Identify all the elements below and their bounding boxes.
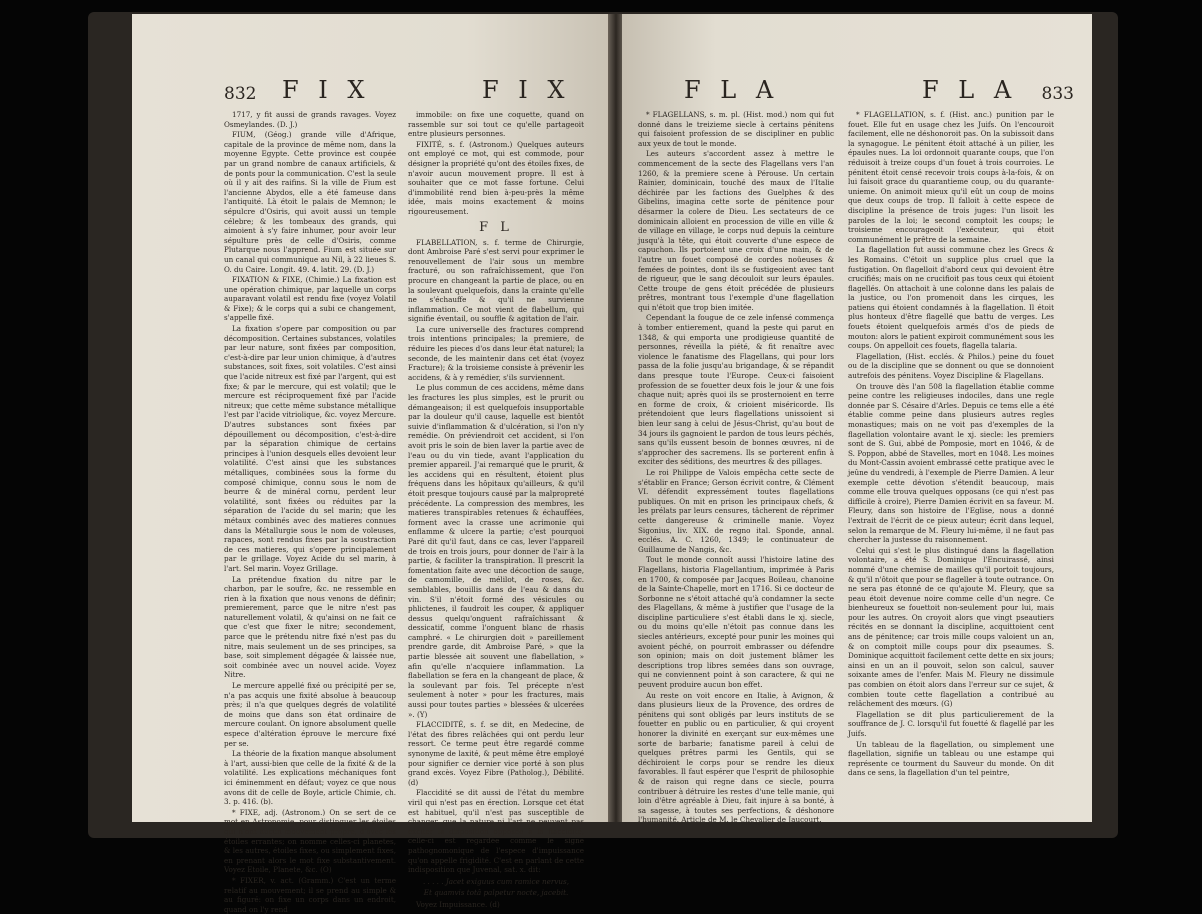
paragraph: FLACCIDITÉ, s. f. se dit, en Medecine, de l'état des fibres relâchées qui ont perdu leur ressort. Ce terme peut être regardé comme synonyme de laxité, & peut même être employé pour signifier ce dernier vice porté à son plus grand excès. Voyez Fibre (Patholog.), Débilité. (d) <box>408 720 584 787</box>
paragraph: Un tableau de la flagellation, ou simplement une flagellation, signifie un tableau ou une estampe qui représente ce tourment du Sauveur du monde. On dit dans ce sens, la flagellation d'un tel peintre, <box>848 739 1054 778</box>
right-page <box>622 14 1092 825</box>
paragraph: FIUM, (Géog.) grande ville d'Afrique, capitale de la province de même nom, dans la moyenne Egypte. Cette province est coupée par un grand nombre de canaux artificiels, & de ponts pour la communication. C'est la seule où il y ait des raifins. Si la ville de Fium est l'ancienne Abydos, elle a été fameuse dans l'antiquité. Là étoit le palais de Memnon; le sépulcre d'Osiris, qui avoit aussi un temple célebre; & les tombeaux des grands, qui aimoient à s'y faire inhumer, pour avoir leur sépulture près de celle d'Osiris, comme Plutarque nous l'apprend. Fium est située sur un canal qui communique au Nil, à 22 lieues S. O. du Caire. Longit. 49. 4. latit. 29. (D. J.) <box>224 130 396 274</box>
text-column <box>408 110 584 909</box>
paragraph: Le plus commun de ces accidens, même dans les fractures les plus simples, est le prurit ou démangeaison; il est quelquefois insupportable par la douleur qu'il cause, laquelle est bientôt suivie d'inflammation & d'ulcération, si l'on n'y remédie. On préviendroit cet accident, si l'on avoit pris le soin de bien laver la partie avec de l'eau ou du vin tiede, avant l'application du premier appareil. J'ai remarqué que le prurit, & les accidens qui en résultent, étoient plus fréquens dans les hôpitaux qu'ailleurs, & qu'il étoit presque toujours causé par la malpropreté précédente. La compression des membres, les matieres transpirables retenues & échauffées, forment avec la crasse une acrimonie qui enflamme & ulcere la partie; c'est pourquoi Paré dit qu'il faut, dans ce cas, lever l'appareil de trois en trois jours, pour donner de l'air à la partie, & faciliter la transpiration. Il prescrit la fomentation faite avec une décoction de sauge, de camomille, de mélilot, de roses, &c. semblables, bouillis dans de l'eau & dans du vin. S'il n'étoit formé des vésicules ou phlictenes, il faudroit les couper, & appliquer dessus quelqu'onguent rafraîchissant & dessicatif, comme l'onguent blanc de rhasis camphré. « Le chirurgien doit » pareillement prendre garde, dit Ambroise Paré, » que la partie blessée ait souvent une flabellation, » afin qu'elle n'acquiere inflammation. La flabellation se fera en la changeant de place, & la soulevant par fois. Tel précepte n'est seulement à noter » pour les fractures, mais aussi pour toutes parties » blessées & ulcerées ». (Y) <box>408 383 584 719</box>
text-column <box>224 110 396 914</box>
verse-quote: . . . . . Jacet exiguus cum ramice nervus, <box>422 876 570 886</box>
paragraph: On trouve dès l'an 508 la flagellation établie comme peine contre les religieuses indociles, dans une regle donnée par S. Césaire d'Arles. Depuis ce tems elle a été établie comme peine dans plusieurs autres regles monastiques; mais on ne voit pas d'exemples de la flagellation volontaire avant le xj. siecle: les premiers sont de S. Gui, abbé de Pomposie, mort en 1046, & de S. Poppon, abbé de Stavelles, mort en 1048. Les moines du Mont-Cassin avoient embrassé cette pratique avec le jeûne du vendredi, à l'exemple de Pierre Damien. A leur exemple cette dévotion s'étendit beaucoup, mais comme elle trouva quelques opposans (ce qui n'est pas difficile à croire), Pierre Damien écrivit en sa faveur. M. Fleury, dans son histoire de l'Eglise, nous a donné l'extrait de l'écrit de ce pieux auteur; écrit dans lequel, selon la remarque de M. Fleury lui-même, il ne faut pas chercher la justesse du raisonnement. <box>848 381 1054 545</box>
paragraph: * FLAGELLATION, s. f. (Hist. anc.) punition par le fouet. Elle fut en usage chez les Juifs. On l'encouroit facilement, elle ne déshonoroit pas. On la subissoit dans la synagogue. Le pénitent étoit attaché à un pilier, les épaules nues. La loi ordonnoit quarante coups, que l'on réduisoit à treize coups d'un fouet à trois courroies. Le pénitent étoit censé recevoir trois coups à-la-fois, & on lui faisoit grace du quarantieme coup, ou du quarante-unieme. On animoit mieux qu'il eût un coup de moins que deux coups de trop. Il falloit à cette espece de discipline la présence de trois juges: l'un lisoit les paroles de la loi; le second comptoit les coups; le troisieme encourageoit l'exécuteur, qui étoit communément le prêtre de la semaine. <box>848 110 1054 244</box>
paragraph: Le mercure appellé fixé ou précipité per se, n'a pas acquis une fixité absolue à beaucoup près; il n'a que quelques degrés de volatilité de moins que dans son état ordinaire de mercure coulant. On ignore absolument quelle espece d'altération éprouve le mercure fixé per se. <box>224 681 396 748</box>
paragraph: Tout le monde connoît aussi l'histoire latine des Flagellans, historia Flagellantium, imprimée à Paris en 1700, & composée par Jacques Boileau, chanoine de la Sainte-Chapelle, mort en 1716. Si ce docteur de Sorbonne ne s'étoit attaché qu'à condamner la secte des Flagellans, & même à justifier que l'usage de la discipline particuliere s'est établi dans le xj. siecle, ou du moins qu'elle n'étoit pas connue dans les siecles antérieurs, excepté pour punir les moines qui avoient péché, on pourroit embrasser ou défendre son opinion; mais on doit justement blâmer les descriptions trop libres semées dans son ouvrage, qui ne conviennent point à son caractere, & qui ne peuvent produire aucun bon effet. <box>638 555 834 690</box>
paragraph: La théorie de la fixation manque absolument à l'art, aussi-bien que celle de la fixité & de la volatilité. Les explications méchaniques font ici éminemment en défaut; voyez ce que nous avons dit de celle de Boyle, article Chimie, ch. 3. p. 416. (b). <box>224 749 396 807</box>
paragraph: Les auteurs s'accordent assez à mettre le commencement de la secte des Flagellans vers l'an 1260, & la premiere scene à Pérouse. Un certain Rainier, dominicain, touché des maux de l'Italie déchirée par les factions des Guelphes & des Gibelins, imagina cette sorte de pénitence pour désarmer la colere de Dieu. Les sectateurs de ce dominicain alloient en procession de ville en ville & de village en village, le corps nud depuis la ceinture jusqu'à la tête, qui étoit couverte d'une espece de capuchon. Ils portoient une croix d'une main, & de l'autre un fouet composé de cordes noüeuses & femées de pointes, dont ils se fustigeoient avec tant de rigueur, que le sang découloit sur leurs épaules. Cette troupe de gens étoit précédée de plusieurs prêtres, montrant tous l'exemple d'une flagellation qui n'étoit que trop bien imitée. <box>638 149 834 312</box>
running-head-word: F L A <box>684 76 780 104</box>
paragraph: 1717, y fit aussi de grands ravages. Voyez Osmeylandes. (D. J.) <box>224 110 396 129</box>
running-head-word: F I X <box>482 76 571 104</box>
running-head-word: F I X <box>282 76 371 104</box>
paragraph: * FIXER, v. act. (Gramm.) C'est un terme relatif au mouvement; il se prend au simple & au figuré: on fixe un corps dans un endroit, quand on l'y rend <box>224 875 396 914</box>
text-column <box>848 110 1054 798</box>
paragraph: immobile: on fixe une coquette, quand on rassemble sur soi tout ce qu'elle partageoit entre plusieurs personnes. <box>408 110 584 139</box>
paragraph: La prétendue fixation du nitre par le charbon, par le soufre, &c. ne ressemble en rien à la fixation que nous venons de définir; premierement, parce que le nitre n'est pas naturellement volatil, & qu'ainsi on ne fait ce que c'est que fixer le nitre; secondement, parce que le prétendu nitre fixé n'est pas du nitre, mais seulement un de ses principes, sa base, soit simplement dégagée & laissée nue, soit combinée avec un nouvel acide. Voyez Nitre. <box>224 574 396 680</box>
running-head <box>622 76 1092 108</box>
paragraph: Le roi Philippe de Valois empêcha cette secte de s'établir en France; Gerson écrivit contre, & Clément VI. défendit expressément toutes flagellations publiques. On mit en prison les principaux chefs, & les prélats par leurs censures, tâcherent de réprimer cette dangereuse & criminelle manie. Voyez Sigonius, liv. XIX. de regno ital. Sponde, annal. ecclés. A. C. 1260, 1349; le continuateur de Guillaume de Nangis, &c. <box>638 467 834 554</box>
paragraph: * FIXE, adj. (Astronom.) On se sert de ce mot en Astronomie, pour distinguer les étoiles qui n'ont aucun mouvement propre, d'avec les étoiles errantes; on nomme celles-ci planetes, & les autres, étoiles fixes, ou simplement fixes, en prenant alors le mot fixe substantivement. Voyez Etoile, Planete, &c. (O) <box>224 807 396 875</box>
paragraph: Voyez Impuissance. (d) <box>416 899 500 909</box>
paragraph: La cure universelle des fractures comprend trois intentions principales; la premiere, de réduire les pieces d'os dans leur état naturel; la seconde, de les maintenir dans cet état (voyez Fracture); & la troisieme consiste à prévenir les accidens, & à y remédier, s'ils surviennent. <box>408 324 584 382</box>
paragraph: Flagellation, (Hist. ecclés. & Philos.) peine du fouet ou de la discipline que se donnent ou que se donnoient autrefois des pénitens. Voyez Discipline & Flagellans. <box>848 351 1054 381</box>
paragraph: FLABELLATION, s. f. terme de Chirurgie, dont Ambroise Paré s'est servi pour exprimer le renouvellement de l'air sous un membre fracturé, ou son rafraîchissement, que l'on procure en changeant la partie de place, ou en la soulevant quelquefois, dans la crainte qu'elle ne s'échauffe & qu'il ne survienne inflammation. Ce mot vient de flabellum, qui signifie éventail, ou souffle & agitation de l'air. <box>408 237 584 324</box>
section-heading: F L <box>479 219 513 235</box>
text-column <box>638 110 834 825</box>
paragraph: FIXITÉ, s. f. (Astronom.) Quelques auteurs ont employé ce mot, qui est commode, pour désigner la propriété qu'ont des étoiles fixes, de n'avoir aucun mouvement propre. Il est à souhaiter que ce mot fasse fortune. Celui d'immobilité rend bien à-peu-près la même idée, mais moins exactement & moins rigoureusement. <box>408 139 584 216</box>
paragraph: Flaccidité se dit aussi de l'état du membre viril qui n'est pas en érection. Lorsque cet état est habituel, qu'il n'est pas susceptible de changer, que la nature ni l'art ne peuvent pas exciter la disposition opposée à la flaccidité, celle-ci est regardée comme le signe pathognomonique de l'espece d'impuissance qu'on appelle frigidité. C'est en parlant de cette indisposition que Juvenal, sat. x. dit: <box>408 788 584 875</box>
verse-quote: Et quamvis totâ palpetur nocte, jacebit. <box>423 888 569 898</box>
running-head-word: F L A <box>922 76 1018 104</box>
paragraph: Flagellation se dit plus particulierement de la souffrance de J. C. lorsqu'il fut fouetté & flagellé par les Juifs. <box>848 709 1054 738</box>
paragraph: FIXATION & FIXE, (Chimie.) La fixation est une opération chimique, par laquelle un corps auparavant volatil est rendu fixe (voyez Volatil & Fixe); & le corps qui a subi ce changement, s'appelle fixé. <box>224 275 396 323</box>
running-head <box>132 76 610 108</box>
paragraph: Au reste on voit encore en Italie, à Avignon, & dans plusieurs lieux de la Provence, des ordres de pénitens qui sont obligés par leurs instituts de se fouetter en public ou en particulier, & qui croyent honorer la divinité en exerçant sur eux-mêmes une sorte de barbarie; fanatisme pareil à celui de quelques prêtres parmi les Gentils, qui se déchiroient le corps pour se rendre les dieux favorables. Il faut espérer que l'esprit de philosophie & de raison qui regne dans ce siecle, pourra contribuer à détruire les restes d'une telle manie, qui loin d'être agréable à Dieu, fait injure à sa bonté, à sa sagesse, à toutes ses perfections, & déshonore l'humanité. Article de M. le Chevalier de Jaucourt. <box>638 690 834 825</box>
paragraph: Celui qui s'est le plus distingué dans la flagellation volontaire, a été S. Dominique l'Encuirassé, ainsi nommé d'une chemise de mailles qu'il portoit toujours, & qu'il n'ôtoit que pour se flageller à toute outrance. On ne sera pas étonné de ce qu'ajoute M. Fleury, que sa peau étoit devenue noire comme celle d'un negre. Ce bienheureux se fouettoit non-seulement pour lui, mais pour les autres. On croyoit alors que vingt pseautiers récités en se donnant la discipline, acquittoient cent ans de pénitence; car trois mille coups valoient un an, & on comptoit mille coups pour dix pseaumes. S. Dominique acquittoit facilement cette dette en six jours; ainsi en un an il pouvoit, selon son calcul, sauver soixante ames de l'enfer. Mais M. Fleury ne dissimule pas combien on étoit alors dans l'erreur sur ce sujet, & combien toute cette flagellation a contribué au relâchement des mœurs. (G) <box>848 545 1054 709</box>
paragraph: La fixation s'opere par composition ou par décomposition. Certaines substances, volatiles par leur nature, sont fixées par composition, c'est-à-dire par leur union chimique, à d'autres substances, soit fixes, soit volatiles. C'est ainsi que l'acide nitreux est fixé par l'argent, qui est fixe; & par le mercure, qui est volatil; que le mercure est réciproquement fixé par l'acide nitreux; que cette même substance métallique l'est par l'acide vitriolique, &c. voyez Mercure. D'autres substances sont fixées par dépouillement ou décomposition, c'est-à-dire par la séparation chimique de certains principes à l'union desquels elles devoient leur volatilité. C'est ainsi que les substances métalliques, combinées sous la forme du composé chimique, connu sous le nom de beurre & de minéral cornu, perdent leur volatilité, sont fixées ou réduites par la séparation de l'acide du sel marin; que les métaux combinés avec des matieres connues dans la Métallurgie sous le nom de voleuses, rapaces, sont rendus fixes par la soustraction de ces matieres, qui s'opere principalement par le grillage. Voyez Acide du sel marin, à l'art. Sel marin. Voyez Grillage. <box>224 324 396 573</box>
paragraph: * FLAGELLANS, s. m. pl. (Hist. mod.) nom qui fut donné dans le treizieme siecle à certains pénitens qui faisoient profession de se discipliner en public aux yeux de tout le monde. <box>638 110 834 148</box>
paragraph: La flagellation fut aussi commune chez les Grecs & les Romains. C'étoit un supplice plus cruel que la fustigation. On flagelloit d'abord ceux qui devoient être crucifiés; mais on ne crucifioit pas tous ceux qui étoient flagellés. On attachoit à une colonne dans les palais de la justice, ou l'on promenoit dans les cirques, les patiens qui étoient condamnés à la flagellation. Il étoit plus honteux d'être flagellé que battu de verges. Les fouets étoient quelquefois armés d'os de pieds de mouton: alors le patient expiroit communément sous les coups. On appelloit ces fouets, flagella talaria. <box>848 245 1054 351</box>
left-page <box>132 14 610 914</box>
page-number: 833 <box>1041 84 1074 104</box>
paragraph: Cependant la fougue de ce zele infensé commença à tomber entierement, quand la peste qui parut en 1348, & qui emporta une prodigieuse quantité de personnes, réveilla la piété, & fit renaître avec violence le fanatisme des Flagellans, qui pour lors passa de la folie jusqu'au brigandage, & se répandit dans presque toute l'Europe. Ceux-ci faisoient profession de se fouetter deux fois le jour & une fois chaque nuit; après quoi ils se prosternoient en terre en forme de croix, & crioient miséricorde. Ils prétendoient que leurs flagellations unissoient si bien leur sang à celui de Jésus-Christ, qu'au bout de 34 jours ils gagnoient le pardon de tous leurs péchés, sans qu'ils eussent besoin de bonnes œuvres, ni de s'approcher des sacremens. Ils se porterent enfin à exciter des séditions, des meurtres & des pillages. <box>638 313 834 467</box>
page-number: 832 <box>224 84 257 104</box>
